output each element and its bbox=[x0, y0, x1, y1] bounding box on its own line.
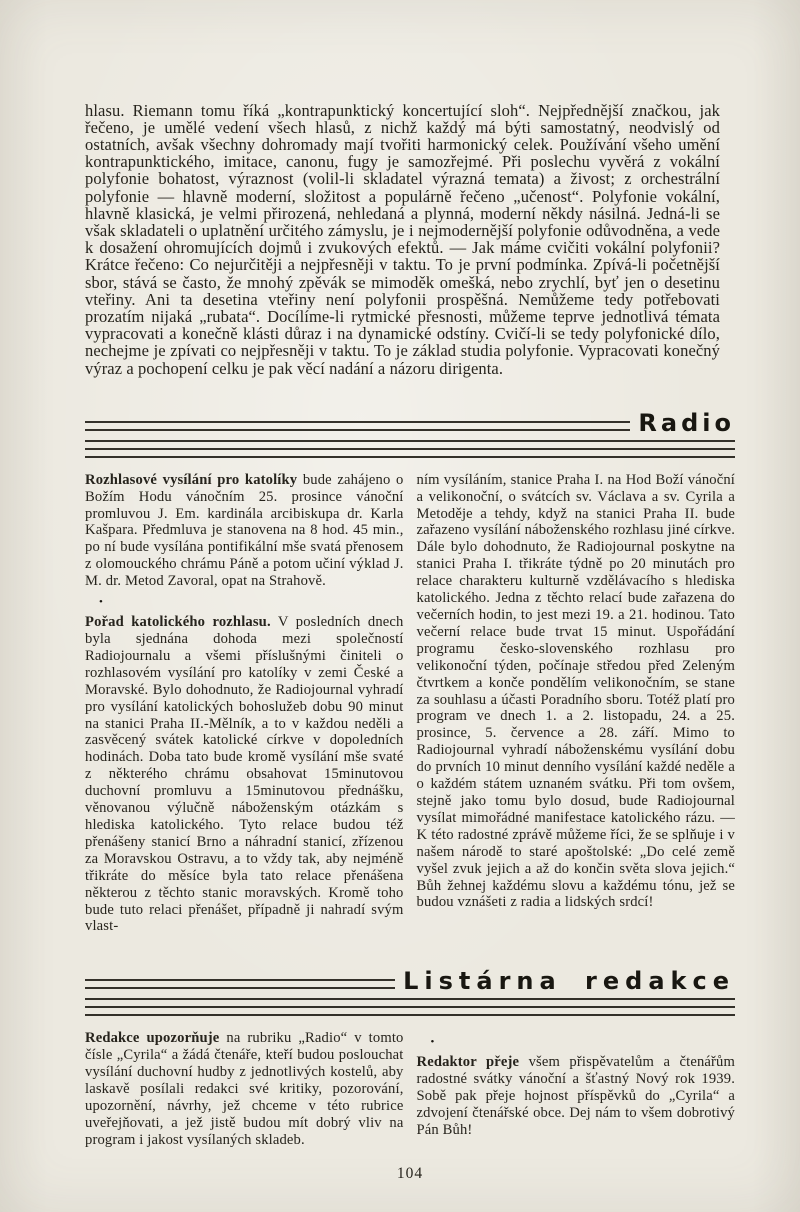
paragraph-separator-bullet: • bbox=[430, 1036, 435, 1049]
intro-paragraph: hlasu. Riemann tomu říká „kontrapunktický koncertující sloh“. Nejpřednější značkou, jak řečeno, je umělé vedení všech hlasů, z nichž každý má býti samostatný, neodvislý od ostatních, avšak všechny dohromady mají tvořiti harmonický celek. Používání všeho umění kontrapunktického, imitace, canonu, fugy je samozřejmé. Při poslechu vyvěrá z vokální polyfonie bohatost, výraznost (volil-li skladatel výrazná temata) a živost; z orchestrální polyfonie — hlavně moderní, složitost a populárně řečeno „učenost“. Polyfonie vokální, hlavně klasická, je velmi přirozená, nehledaná a plynná, moderní někdy násilná. Jedná-li se však skladateli o uplatnění určitého zámyslu, je i nejmodernější polyfonie odůvodněna, a vede k dosažení ohromujících dojmů i zvukových efektů. — Jak máme cvičiti vokální polyfonii? Krátce řečeno: Co nejurčitěji a nejpřesněji v taktu. To je první podmínka. Zpívá-li početnější sbor, stává se často, že mnohý zpěvák se mimoděk omešká, nebo zrychlí, byť jen o desetinu vteřiny. Ani ta desetina vteřiny není polyfonii prospěšná. Nemůžeme tedy potřebovati prozatím nijaká „rubata“. Docílíme-li rytmické přesnosti, můžeme teprve jednotlivá témata vypracovati a konečně klásti důraz i na dynamické odstíny. Cvičí-li se tedy polyfonické dílo, nechejme je zpívati co nejpřesněji v taktu. To je základ studia polyfonie. Vypracovati konečný výraz a pochopení celku je pak věcí nadání a názoru dirigenta. bbox=[85, 100, 720, 378]
header-rule-line bbox=[85, 421, 630, 423]
paragraph-lead: Rozhlasové vysílání pro katolíky bbox=[85, 471, 298, 488]
paragraph-lead: Pořad katolického rozhlasu. bbox=[85, 614, 271, 631]
header-rule-line bbox=[85, 987, 395, 989]
paragraph-body: bude zahájeno o Božím Hodu vánočním 25. prosince vánoční promluvou J. Em. kardinála arcibiskupa dr. Karla Kašpara. Předmluva je stanovena na 8 hod. 45 min., po ní bude vysílána pontifikální mše svatá přenosem z olomouckého chrámu Páně a potom učiní výklad J. M. dr. Metod Zavoral, opat na Strahově. bbox=[85, 471, 404, 590]
radio-section-header bbox=[85, 408, 735, 458]
paragraph-separator-bullet: • bbox=[99, 596, 103, 609]
radio-section bbox=[85, 408, 735, 936]
listarna-section-header bbox=[85, 969, 735, 1016]
radio-announcement-paragraph bbox=[85, 472, 404, 590]
header-bottom-rules bbox=[85, 440, 735, 458]
listarna-section-title: Listárna redakce bbox=[403, 967, 735, 996]
radio-program-paragraph bbox=[85, 614, 404, 935]
paragraph-lead: Redakce upozorňuje bbox=[85, 1030, 220, 1047]
header-rule-line bbox=[85, 429, 630, 431]
listarna-columns bbox=[85, 1030, 735, 1148]
header-rule-line bbox=[85, 1006, 735, 1008]
paragraph-lead: Redaktor přeje bbox=[416, 1054, 520, 1071]
paragraph-body: V posledních dnech byla sjednána dohoda mezi společností Radiojournalu a všemi příslušnými činiteli o rozhlasovém vysílání pro katolíky v zemi České a Moravské. Bylo dohodnuto, že Radiojournal vyhradí pro vysílání katolických bohoslužeb dobu 90 minut na stanici Praha II.-Mělník, a to v každou neděli a zasvěcený svátek katolické církve v dopoledních hodinách. Doba tato bude kromě vysílání mše svaté z některého chrámu obsahovat 15minutovou duchovní promluvu a 15minutovou přednášku, věnovanou výlučně náboženským otázkám s hlediska katolického. Tyto relace budou též přenášeny stanicí Brno a náhradní stanicí, zřízenou za Moravskou Ostravu, a to vždy tak, aby nejméně třikráte do měsíce byla tato relace přenášena některou z těchto stanic moravských. Kromě toho bude tuto relaci přenášet, případně ji nahradí svým vlast- bbox=[85, 614, 404, 935]
header-rule-line bbox=[85, 448, 735, 450]
radio-continuation-paragraph: ním vysíláním, stanice Praha I. na Hod Boží vánoční a velikonoční, o svátcích sv. Václava a sv. Cyrila a Metoděje a tehdy, když na stanici Praha II. bude zařazeno vysílání náboženského rozhlasu jiné církve. Dále bylo dohodnuto, že Radiojournal poskytne na stanici Praha I. třikráte týdně po 20 minutách pro relace charakteru kulturně vzdělávacího s hlediska katolického. Jedna z těchto relací bude zařazena do večerních hodin, to jest mezi 19. a 21. hodinou. Tato večerní relace bude trvat 15 minut. Uspořádání programu česko-slovenského rozhlasu pro velikonoční týden, počínaje středou před Zeleným čtvrtkem a konče pondělím velikonočním, se stane za souhlasu a účasti Poradního sboru. Totéž platí pro program ve dnech 1. a 2. listopadu, 24. a 25. prosince, 5. července a 28. září. Mimo to Radiojournal vyhradí náboženskému vysílání dobu do prvních 10 minut denního vysílání každé neděle a o každém státem uznaném svátku. Při tom ovšem, stejně jako tomu bylo dosud, bude Radiojournal vysílat mimořádné manifestace katolického rázu. — K této radostné zprávě můžeme říci, že se splňuje i v našem národě to staré apoštolské: „Do celé země vyšel zvuk jejich a až do končin světa slova jejich.“ Bůh žehnej každému slovu a každému tónu, jež se budou vznášeti z radia a lidských srdcí! bbox=[416, 471, 735, 911]
header-bottom-rules bbox=[85, 998, 735, 1016]
editor-wishes-paragraph bbox=[417, 1054, 736, 1139]
radio-left-column bbox=[85, 472, 404, 936]
listarna-left-column bbox=[85, 1030, 404, 1148]
header-rule-line bbox=[85, 979, 395, 981]
radio-right-column bbox=[417, 472, 736, 936]
radio-columns bbox=[85, 472, 735, 936]
header-rule-line bbox=[85, 456, 735, 458]
paragraph-body: na rubriku „Radio“ v tomto čísle „Cyrila“ a žádá čtenáře, kteří budou poslouchat vysílání duchovní hudby z jednotlivých kostelů, aby laskavě posílali redakci své kritiky, pozorování, upozornění, návrhy, jež chceme v této rubrice uveřejňovati, a jež jistě budou mít dobrý vliv na program i jakost vysílaných skladeb. bbox=[85, 1030, 404, 1148]
editorial-notice-paragraph bbox=[85, 1030, 404, 1148]
radio-section-title: Radio bbox=[638, 408, 735, 437]
header-rule-line bbox=[85, 440, 735, 442]
paragraph-body: všem přispěvatelům a čtenářům radostné svátky vánoční a šťastný Nový rok 1939. Sobě pak přeje hojnost příspěvků do „Cyrila“ a zdvojení čtenářské obce. Dej nám to všem dobrotivý Pán Bůh! bbox=[416, 1054, 735, 1138]
listarna-right-column bbox=[417, 1030, 736, 1148]
header-rule-line bbox=[85, 998, 735, 1000]
header-left-rules bbox=[85, 421, 630, 435]
header-left-rules bbox=[85, 979, 395, 993]
header-rule-line bbox=[85, 1014, 735, 1016]
page-number: 104 bbox=[396, 1164, 424, 1182]
listarna-section bbox=[85, 969, 735, 1148]
